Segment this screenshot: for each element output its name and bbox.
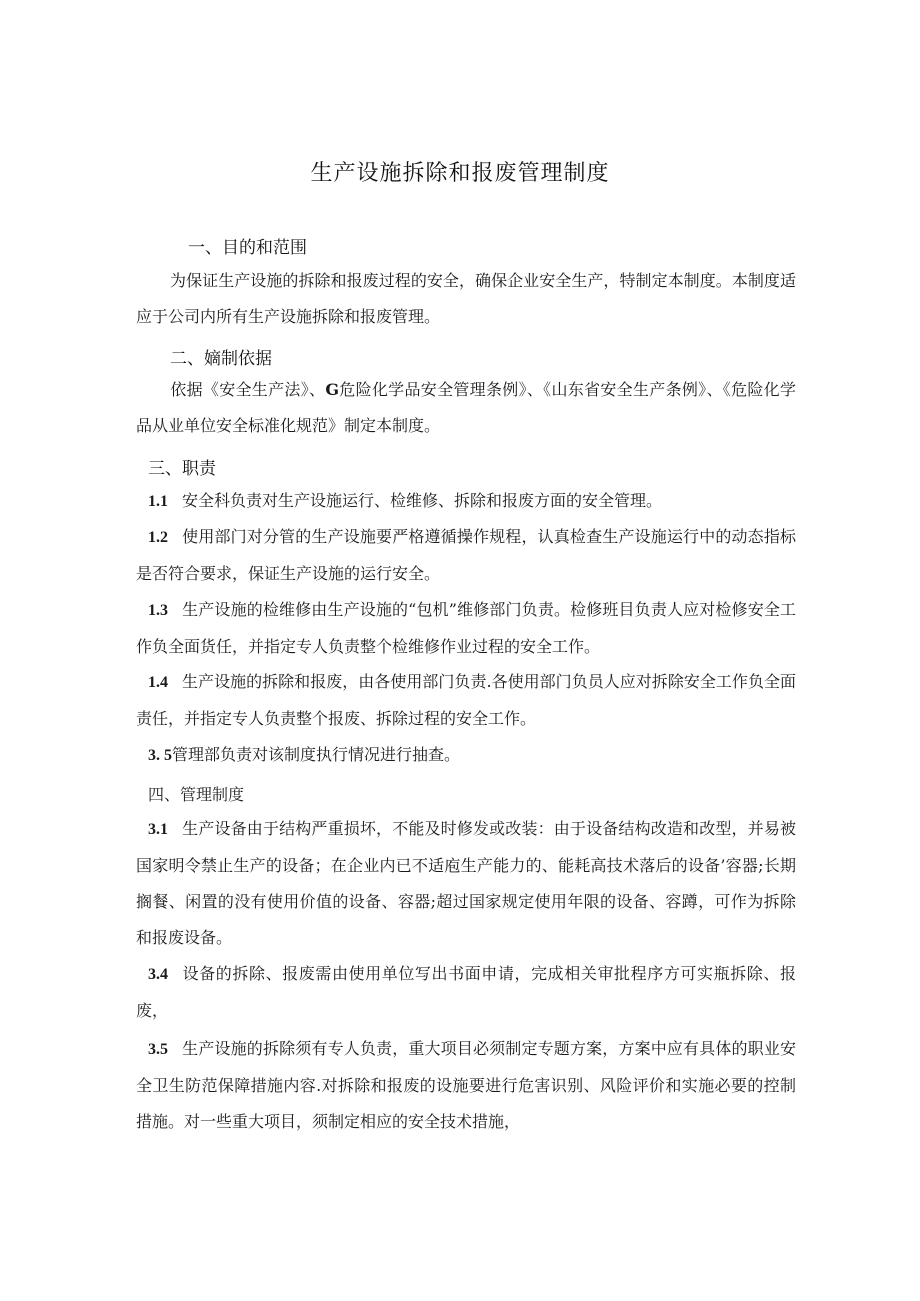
item-text: 生产设备由于结构严重损坏，不能及时修发或改装：由于设备结构改造和改型，并易被国家明令禁止生产的设备；在企业内已不适庖生产能力的、能耗高技术落后的设备’容器;长期搁餐、闲置的没有使用价值的设备、容器;超过国家规定使用年限的设备、容蹲，可作为拆除和报废设备。 — [136, 819, 796, 947]
duty-item — [136, 483, 796, 520]
item-number: 3. 5 — [148, 747, 172, 764]
paragraph-text-post: 危险化学品安全管理条例》、《山东省安全生产条例》、《危险化学品从业单位安全标准化规范》制定本制度。 — [136, 380, 796, 435]
duty-item — [136, 519, 796, 592]
item-number: 3.1 — [148, 821, 168, 838]
paragraph-text-bold: G — [325, 380, 339, 399]
section-heading-duties: 三、职责 — [148, 459, 216, 479]
section-heading-purpose: 一、目的和范围 — [188, 238, 307, 258]
item-number: 1.1 — [148, 493, 168, 510]
item-text: 生产设施的拆除须有专人负责，重大项目必须制定专题方案，方案中应有具体的职业安全卫生防范保障措施内容.对拆除和报废的设施要进行危害识别、风险评价和实施必要的控制措施。对一些重大项目，须制定相应的安全技术措施， — [136, 1039, 796, 1131]
item-text: 生产设施的检维修由生产设施的“包机”维修部门负责。检修班目负责人应对检修安全工作负全面货任，并指定专人负责整个检维修作业过程的安全工作。 — [136, 600, 796, 656]
item-text: 生产设施的拆除和报废，由各使用部门负责.各使用部门负员人应对拆除安全工作负全面责任，并指定专人负责整个报废、拆除过程的安全工作。 — [136, 672, 796, 728]
duty-item — [136, 737, 796, 774]
paragraph-text: 为保证生产设施的拆除和报废过程的安全，确保企业安全生产，特制定本制度。本制度适应于公司内所有生产设施拆除和报废管理。 — [136, 271, 796, 326]
duty-item — [136, 592, 796, 665]
paragraph-text-pre: 依据《安全生产法》、 — [170, 380, 326, 399]
section-heading-management: 四、管理制度 — [148, 785, 245, 804]
item-number: 3.5 — [148, 1041, 168, 1058]
duty-item — [136, 664, 796, 737]
item-number: 1.2 — [148, 529, 168, 546]
section-heading-basis: 二、嫡制依据 — [170, 349, 272, 369]
item-text: 设备的拆除、报废需由使用单位写出书面申请，完成相关审批程序方可实瓶拆除、报废， — [136, 964, 796, 1020]
item-text: 使用部门对分管的生产设施要严格遵循操作规程，认真检查生产设施运行中的动态指标是否符合要求，保证生产设施的运行安全。 — [136, 527, 796, 583]
rule-item — [136, 956, 796, 1029]
page-title: 生产设施拆除和报废管理制度 — [310, 161, 610, 186]
item-number: 1.3 — [148, 602, 168, 619]
section-paragraph-purpose — [136, 263, 796, 335]
rule-item — [136, 811, 796, 956]
item-number: 3.4 — [148, 966, 168, 983]
item-text: 安全科负责对生产设施运行、检维修、拆除和报废方面的安全管理。 — [182, 491, 663, 510]
section-paragraph-basis — [136, 372, 796, 444]
item-text: 管理部负责对该制度执行情况进行抽查。 — [172, 745, 461, 764]
item-number: 1.4 — [148, 674, 168, 691]
rule-item — [136, 1031, 796, 1140]
